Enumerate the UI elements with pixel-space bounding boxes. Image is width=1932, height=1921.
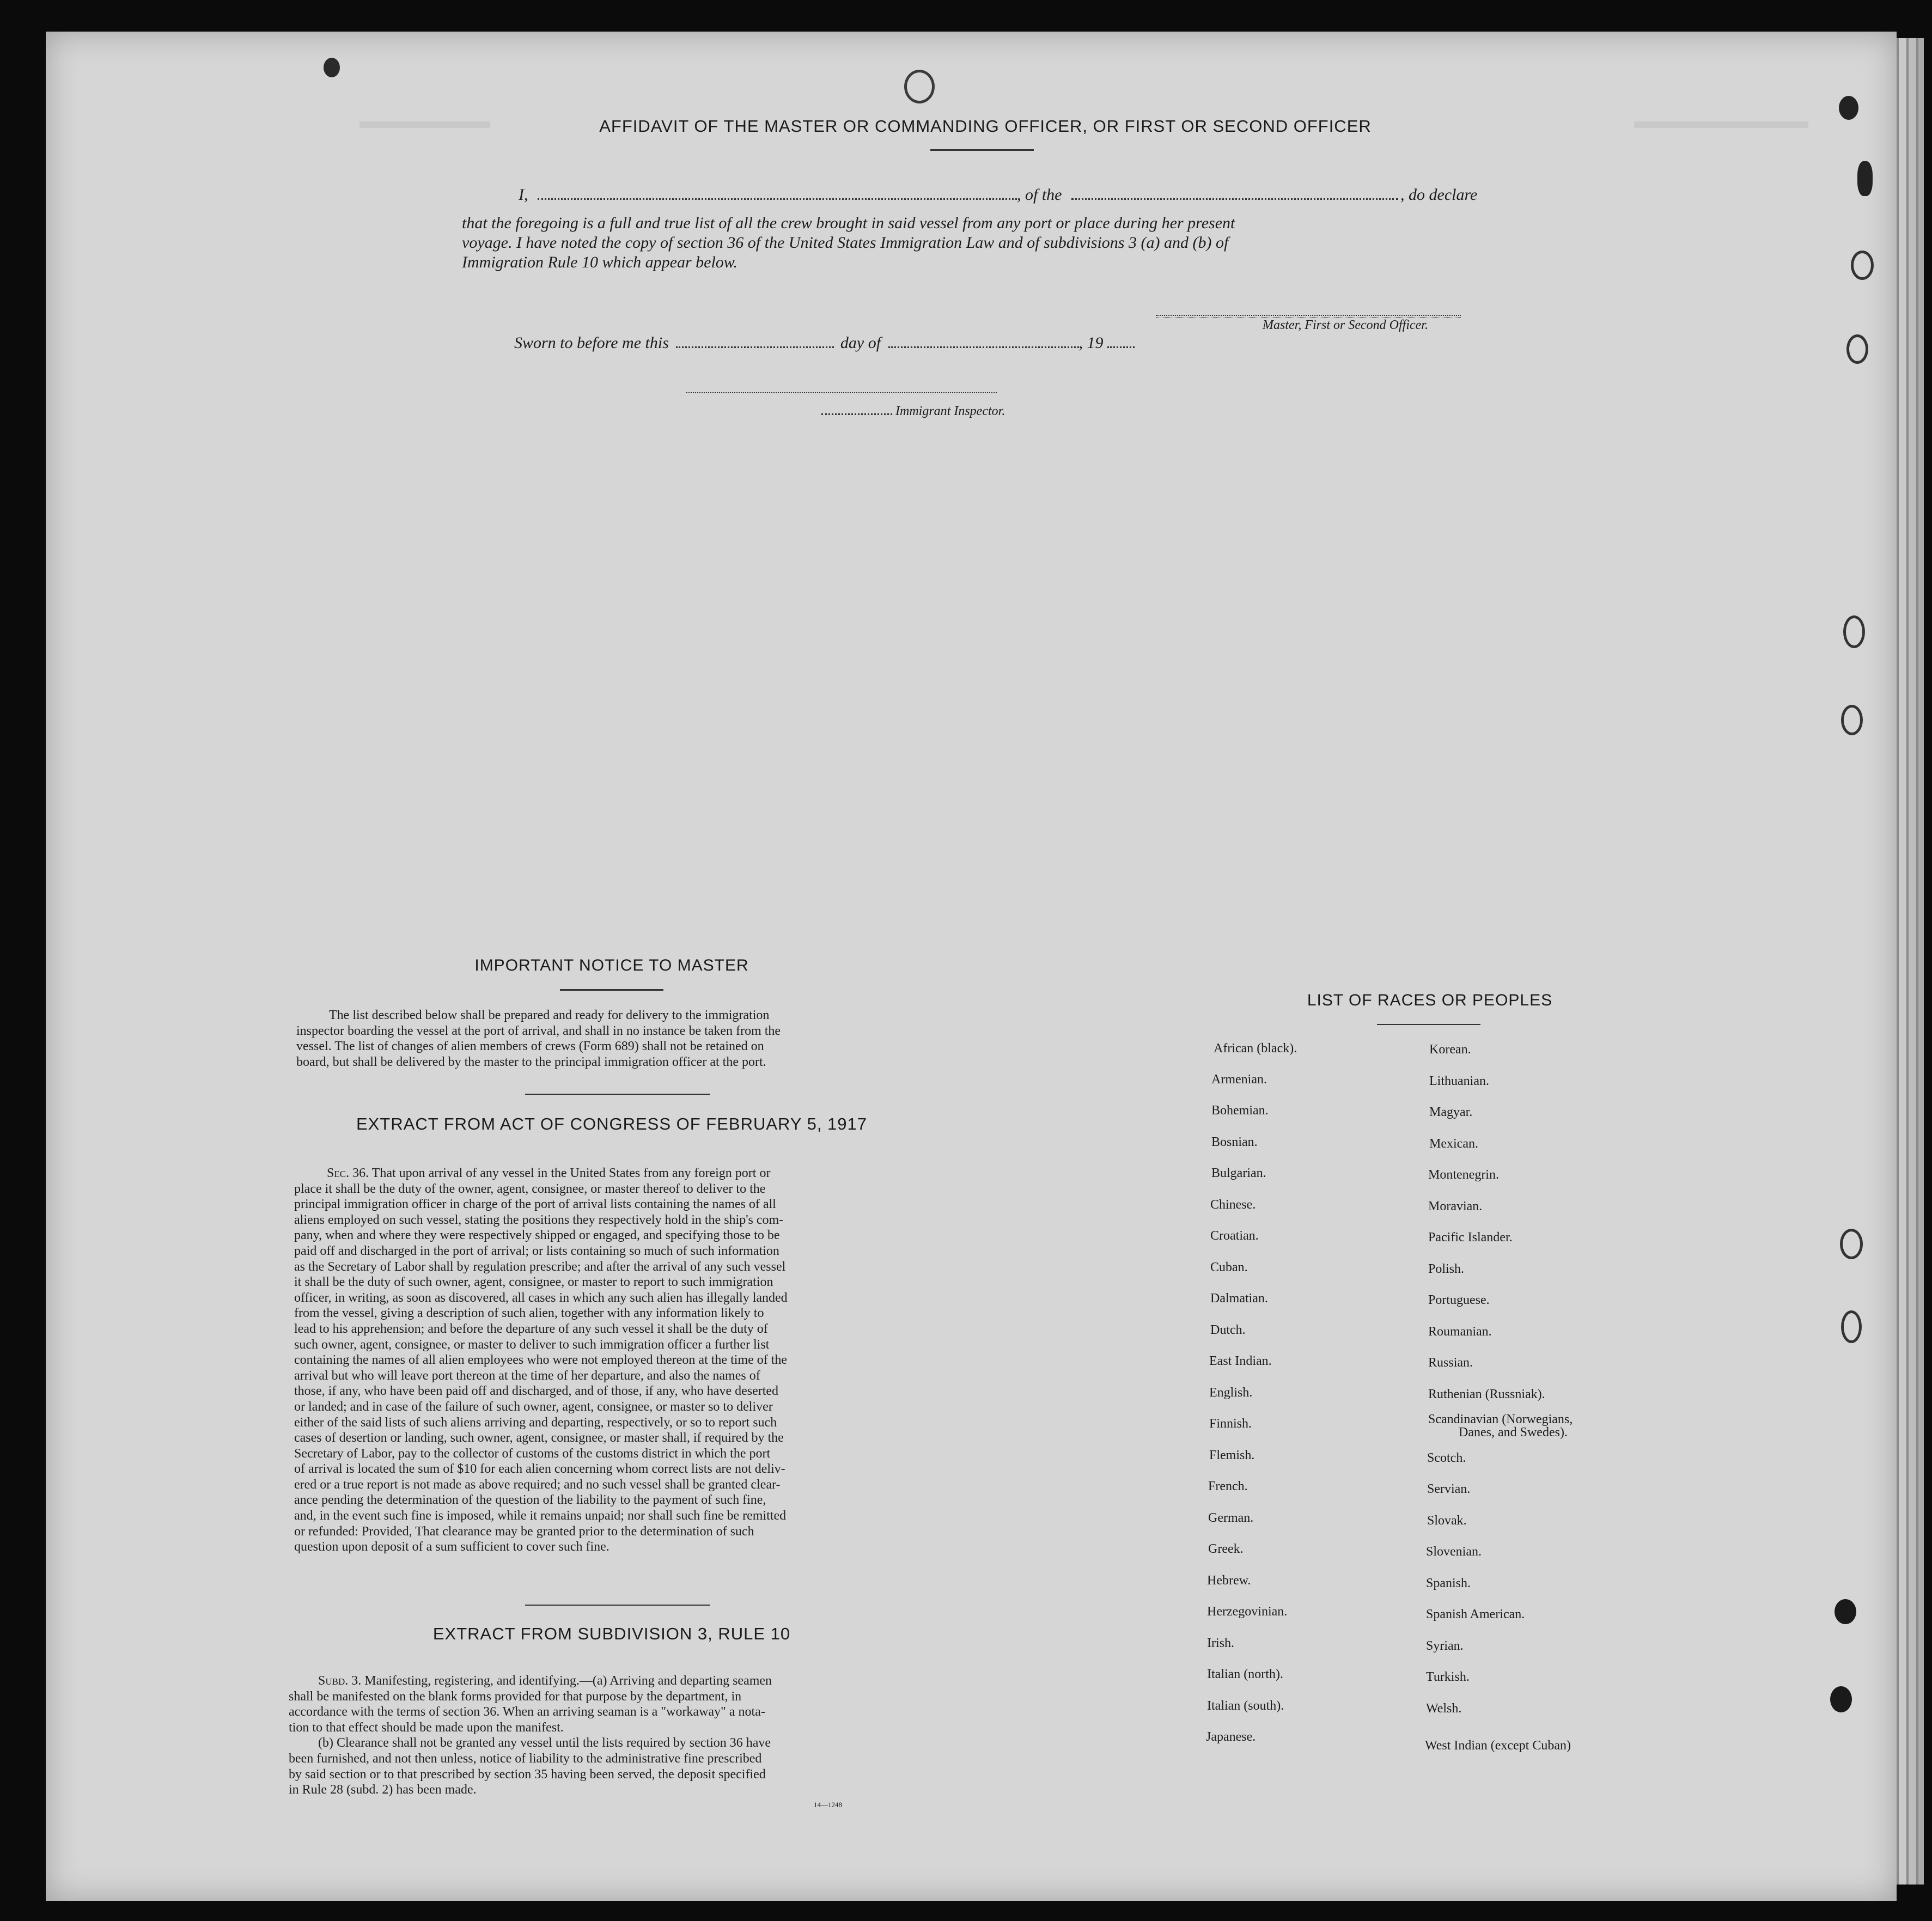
- race-item: West Indian (except Cuban): [1425, 1739, 1571, 1753]
- rule-line: by said section or to that prescribed by section 35 having been served, the deposit specified: [289, 1767, 766, 1782]
- affidavit-line-4: Immigration Rule 10 which appear below.: [462, 253, 738, 271]
- day-of-text: day of: [840, 334, 881, 352]
- act-line: such owner, agent, consignee, or master to deliver to such immigration officer a further list: [294, 1337, 770, 1352]
- race-item: English.: [1209, 1386, 1253, 1400]
- punch-hole: [1835, 1599, 1856, 1624]
- act-line: lead to his apprehension; and before the departure of any such vessel it shall be the duty of: [294, 1321, 768, 1336]
- punch-hole: [1841, 705, 1863, 735]
- races-underline: [1377, 1024, 1480, 1025]
- notice-line: The list described below shall be prepared and ready for delivery to the immigration: [329, 1008, 770, 1022]
- act-line: or refunded: Provided, That clearance may be granted prior to the determination of such: [294, 1524, 754, 1539]
- race-item: Welsh.: [1426, 1702, 1462, 1716]
- race-item-text: Scandinavian (Norwegians,: [1428, 1412, 1573, 1426]
- inspector-dots: [821, 413, 892, 415]
- race-item: Herzegovinian.: [1207, 1605, 1288, 1619]
- sworn-year-blank[interactable]: [1107, 346, 1135, 348]
- race-item: Finnish.: [1209, 1417, 1252, 1431]
- master-signature-label: Master, First or Second Officer.: [1263, 318, 1428, 332]
- race-item: Croatian.: [1210, 1229, 1259, 1243]
- race-item: Lithuanian.: [1429, 1074, 1489, 1088]
- race-item: Spanish American.: [1426, 1607, 1525, 1621]
- race-item: Turkish.: [1426, 1670, 1470, 1684]
- race-item: Dutch.: [1210, 1323, 1246, 1337]
- act-extract-body: [294, 1166, 921, 1555]
- race-item: [1428, 1413, 1573, 1439]
- affidavit-declaration-line: [519, 185, 1504, 205]
- page-edge: [1916, 38, 1924, 1885]
- affidavit-do-declare: , do declare: [1400, 186, 1478, 204]
- bleed-through-mark: ▬▬▬▬▬▬: [359, 109, 490, 133]
- affidavit-title: AFFIDAVIT OF THE MASTER OR COMMANDING OFFICER, OR FIRST OR SECOND OFFICER: [599, 117, 1372, 136]
- master-signature-line[interactable]: [1156, 315, 1461, 318]
- section-divider: [525, 1094, 710, 1095]
- race-item: Montenegrin.: [1428, 1168, 1499, 1182]
- races-title: LIST OF RACES OR PEOPLES: [1307, 991, 1553, 1009]
- act-line: [294, 1166, 921, 1181]
- rule-line: (b) Clearance shall not be granted any vessel until the lists required by section 36 have: [318, 1736, 771, 1751]
- bleed-through-mark: ▬▬▬▬▬▬▬▬: [1634, 109, 1808, 133]
- sec-label: Sec. 36.: [327, 1166, 369, 1180]
- race-item: Chinese.: [1210, 1198, 1256, 1212]
- race-item: Ruthenian (Russniak).: [1428, 1387, 1545, 1401]
- rule-line: [289, 1673, 915, 1689]
- race-item: Greek.: [1208, 1542, 1244, 1556]
- race-item: African (black).: [1214, 1041, 1297, 1056]
- race-item: Slovenian.: [1426, 1545, 1482, 1559]
- notice-title: IMPORTANT NOTICE TO MASTER: [474, 956, 749, 974]
- race-item: Japanese.: [1206, 1730, 1256, 1744]
- race-item: Spanish.: [1426, 1576, 1471, 1590]
- punch-hole: [1830, 1686, 1852, 1712]
- punch-hole: [1841, 1310, 1862, 1343]
- punch-hole: [1846, 334, 1868, 364]
- race-item: Russian.: [1428, 1356, 1473, 1370]
- act-line: aliens employed on such vessel, stating the positions they respectively hold in the ship's com-: [294, 1212, 784, 1227]
- race-item: Korean.: [1429, 1042, 1471, 1057]
- rule-line-text: Manifesting, registering, and identifying.—(a) Arriving and departing seamen: [364, 1674, 772, 1688]
- rule-extract-title: EXTRACT FROM SUBDIVISION 3, RULE 10: [432, 1624, 791, 1643]
- page-edge: [1897, 38, 1906, 1885]
- race-item: Mexican.: [1429, 1137, 1478, 1151]
- race-item: Magyar.: [1429, 1105, 1473, 1119]
- sworn-month-blank[interactable]: [888, 346, 1079, 348]
- race-item: Hebrew.: [1207, 1574, 1251, 1588]
- race-item: Flemish.: [1209, 1448, 1255, 1462]
- notice-line: vessel. The list of changes of alien members of crews (Form 689) shall not be retained on: [296, 1039, 764, 1054]
- vessel-name-blank[interactable]: [1071, 198, 1398, 200]
- race-item: Italian (north).: [1207, 1667, 1283, 1681]
- race-item: Cuban.: [1210, 1260, 1248, 1274]
- act-line: either of the said lists of such aliens arriving and departing, respectively, or so to report such: [294, 1415, 777, 1430]
- act-line: pany, when and where they were respectively shipped or engaged, and specifying those to be: [294, 1228, 780, 1243]
- rule-line: tion to that effect should be made upon the manifest.: [289, 1720, 564, 1735]
- section-divider: [525, 1605, 710, 1606]
- act-line: officer, in writing, as soon as discovered, all cases in which any such alien has illegally landed: [294, 1290, 788, 1305]
- race-item: Slovak.: [1427, 1514, 1467, 1528]
- affidavit-i: I,: [519, 186, 528, 204]
- act-line: ered or a true report is not made as above required; and no such vessel shall be granted clear-: [294, 1477, 781, 1492]
- act-line: it shall be the duty of such owner, agent, consignee, or master to report to such immigration: [294, 1275, 773, 1290]
- act-line: those, if any, who have been paid off and discharged, and of those, if any, who have deserted: [294, 1384, 779, 1399]
- act-line: as the Secretary of Labor shall by regulation prescribe; and after the arrival of any such vessel: [294, 1259, 786, 1274]
- inspector-signature-line[interactable]: [686, 392, 997, 393]
- notice-underline: [560, 989, 663, 991]
- title-underline: [930, 149, 1034, 151]
- act-line: from the vessel, giving a description of such alien, together with any information likely to: [294, 1306, 764, 1321]
- punch-hole: [1857, 161, 1873, 196]
- punch-hole: [324, 58, 340, 77]
- act-line: of arrival is located the sum of $10 for each alien concerning whom correct lists are not deliv-: [294, 1462, 785, 1477]
- act-line: question upon deposit of a sum sufficient to cover such fine.: [294, 1540, 610, 1554]
- act-line: principal immigration officer in charge of the port of arrival lists containing the names of all: [294, 1197, 776, 1212]
- race-item: German.: [1208, 1511, 1254, 1525]
- rule-line: been furnished, and not then unless, notice of liability to the administrative fine prescribed: [289, 1751, 762, 1766]
- act-line: ance pending the determination of the question of the liability to the payment of such fine,: [294, 1493, 766, 1508]
- notice-body: [296, 1008, 923, 1070]
- race-item: Roumanian.: [1428, 1325, 1492, 1339]
- notice-line: inspector boarding the vessel at the port of arrival, and shall in no instance be taken from the: [296, 1023, 781, 1038]
- rule-line: in Rule 28 (subd. 2) has been made.: [289, 1783, 477, 1797]
- act-line: containing the names of all alien employees who were not employed thereon at the time of the: [294, 1353, 788, 1368]
- act-line: cases of desertion or landing, such owner, agent, consignee, or master shall, if required by the: [294, 1431, 784, 1446]
- race-item: Irish.: [1207, 1636, 1234, 1650]
- race-item: French.: [1208, 1479, 1248, 1493]
- punch-hole: [1840, 1229, 1863, 1259]
- act-extract-title: EXTRACT FROM ACT OF CONGRESS OF FEBRUARY 5, 1917: [356, 1114, 868, 1133]
- punch-hole: [904, 70, 935, 103]
- race-item: Italian (south).: [1207, 1699, 1284, 1713]
- act-line: arrival but who will leave port thereon at the time of her departure, and also the names of: [294, 1368, 760, 1383]
- affidavit-line-2: that the foregoing is a full and true list of all the crew brought in said vessel from any port or place during her present: [462, 214, 1235, 232]
- race-item: Polish.: [1428, 1262, 1465, 1276]
- rule-extract-body: [289, 1673, 915, 1798]
- inspector-label: Immigrant Inspector.: [895, 404, 1005, 418]
- race-item: Bulgarian.: [1211, 1166, 1266, 1180]
- subd-label: Subd. 3.: [318, 1674, 362, 1688]
- rule-line: accordance with the terms of section 36. When an arriving seaman is a "workaway" a nota-: [289, 1705, 765, 1719]
- race-item: Moravian.: [1428, 1199, 1483, 1213]
- act-line: place it shall be the duty of the owner, agent, consignee, or master thereof to deliver to the: [294, 1181, 766, 1196]
- notice-line: board, but shall be delivered by the master to the principal immigration officer at the port.: [296, 1054, 766, 1069]
- race-item: Servian.: [1427, 1482, 1471, 1496]
- rule-line: shall be manifested on the blank forms provided for that purpose by the department, in: [289, 1689, 742, 1704]
- race-item: Syrian.: [1426, 1639, 1464, 1653]
- race-item: East Indian.: [1209, 1354, 1272, 1368]
- punch-hole: [1843, 615, 1865, 648]
- act-line: and, in the event such fine is imposed, while it remains unpaid; nor shall such fine be remitted: [294, 1509, 787, 1523]
- race-item: Dalmatian.: [1210, 1291, 1268, 1306]
- punch-hole: [1839, 96, 1858, 120]
- form-number: 14—1248: [814, 1801, 842, 1809]
- inspector-label-line: [821, 404, 1005, 419]
- race-item: Pacific Islander.: [1428, 1230, 1513, 1245]
- race-item: Portuguese.: [1428, 1293, 1490, 1307]
- affidavit-line-3: voyage. I have noted the copy of section 36 of the United States Immigration Law and of subdivisions 3 (a) and (b) of: [462, 234, 1229, 252]
- race-item-continuation: Danes, and Swedes).: [1459, 1425, 1568, 1440]
- sworn-day-blank[interactable]: [676, 346, 834, 348]
- act-line-text: That upon arrival of any vessel in the United States from any foreign port or: [371, 1166, 771, 1180]
- race-item: Armenian.: [1211, 1072, 1267, 1087]
- race-item: Bosnian.: [1211, 1135, 1258, 1149]
- race-item: Bohemian.: [1211, 1103, 1269, 1118]
- master-name-blank[interactable]: [538, 198, 1017, 200]
- year-text: , 19: [1078, 334, 1104, 352]
- act-line: Secretary of Labor, pay to the collector of customs of the customs district in which the port: [294, 1446, 771, 1461]
- race-item: Scotch.: [1427, 1451, 1466, 1465]
- sworn-line: [514, 333, 1135, 353]
- page-edge: [1906, 38, 1916, 1885]
- act-line: or landed; and in case of the failure of such owner, agent, consignee, or master so to deliver: [294, 1399, 773, 1414]
- act-line: paid off and discharged in the port of arrival; or lists containing so much of such information: [294, 1243, 779, 1258]
- affidavit-of-the: , of the: [1017, 186, 1062, 204]
- sworn-text: Sworn to before me this: [514, 334, 669, 352]
- punch-hole: [1851, 251, 1874, 280]
